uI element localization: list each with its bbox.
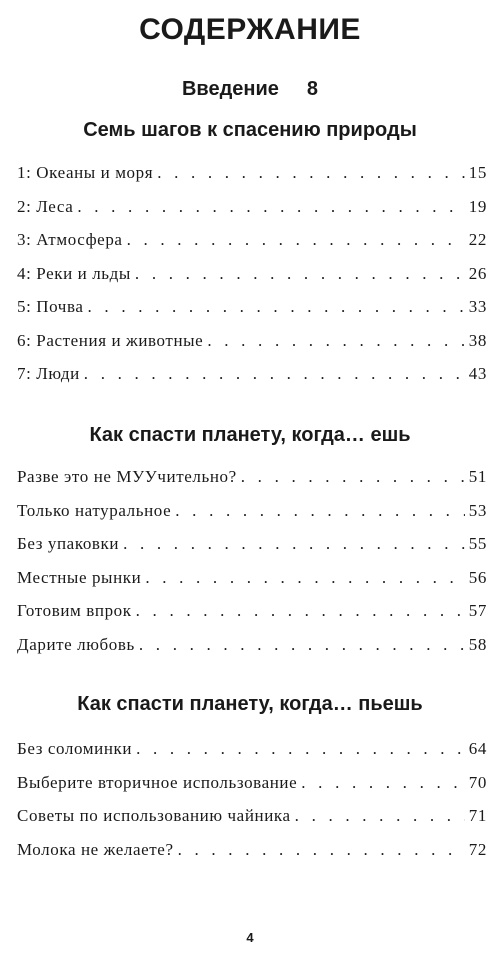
dot-leader xyxy=(145,567,464,589)
intro-page-number: 8 xyxy=(306,78,319,100)
toc-entry-label: Молока не желаете? xyxy=(17,839,174,859)
toc-entry xyxy=(17,296,487,330)
toc-entry xyxy=(17,634,487,668)
toc-entry-page: 70 xyxy=(468,772,487,792)
dot-leader xyxy=(84,363,465,385)
toc-entry-label: 2: Леса xyxy=(17,196,74,216)
dot-leader xyxy=(136,600,465,622)
dot-leader xyxy=(157,162,465,184)
dot-leader xyxy=(301,772,465,794)
toc-entry xyxy=(17,162,487,196)
toc-entry-page: 38 xyxy=(468,330,487,350)
toc-entry-page: 53 xyxy=(468,500,487,520)
toc-entry xyxy=(17,533,487,567)
toc-entry-label: Готовим впрок xyxy=(17,601,132,620)
toc-section-3 xyxy=(17,738,487,872)
dot-leader xyxy=(88,296,465,318)
toc-entry-page: 51 xyxy=(468,467,487,486)
toc-entry xyxy=(17,805,487,839)
toc-entry-page: 71 xyxy=(468,806,487,825)
toc-entry xyxy=(17,330,487,364)
toc-entry-label: Советы по использованию чайника xyxy=(17,806,291,825)
toc-entry-label: Без соломинки xyxy=(17,739,133,758)
dot-leader xyxy=(178,839,465,861)
toc-entry-label: Без упаковки xyxy=(17,534,120,553)
toc-section-1 xyxy=(17,162,487,397)
page-number: 4 xyxy=(246,930,254,945)
toc-entry-page: 57 xyxy=(468,601,487,620)
toc-entry-label: Выберите вторичное использование xyxy=(17,772,298,792)
toc-entry-label: Местные рынки xyxy=(17,567,142,587)
dot-leader xyxy=(175,500,465,522)
toc-entry-page: 22 xyxy=(468,230,487,249)
dot-leader xyxy=(139,634,465,656)
toc-entry-label: Разве это не МУУчительно? xyxy=(17,467,237,486)
dot-leader xyxy=(135,263,465,285)
toc-entry xyxy=(17,839,487,873)
dot-leader xyxy=(136,738,465,760)
dot-leader xyxy=(127,229,465,251)
toc-entry-label: Дарите любовь xyxy=(17,634,135,654)
toc-entry xyxy=(17,772,487,806)
toc-entry-label: Только натуральное xyxy=(17,500,172,520)
toc-entry-page: 64 xyxy=(468,739,487,758)
toc-entry xyxy=(17,196,487,230)
toc-entry xyxy=(17,263,487,297)
toc-entry-label: 5: Почва xyxy=(17,297,84,316)
toc-entry xyxy=(17,363,487,397)
dot-leader xyxy=(295,805,465,827)
toc-entry-page: 55 xyxy=(468,534,487,553)
toc-entry-page: 56 xyxy=(468,567,487,587)
section-heading: Как спасти планету, когда… ешь xyxy=(89,424,411,446)
toc-entry xyxy=(17,600,487,634)
toc-entry-page: 33 xyxy=(468,297,487,316)
section-heading: Как спасти планету, когда… пьешь xyxy=(77,693,423,715)
page-title: СОДЕРЖАНИЕ xyxy=(139,13,361,46)
dot-leader xyxy=(77,196,464,218)
toc-entry xyxy=(17,500,487,534)
toc-entry xyxy=(17,229,487,263)
toc-entry-label: 3: Атмосфера xyxy=(17,230,123,249)
toc-entry-page: 19 xyxy=(468,196,487,216)
dot-leader xyxy=(123,533,465,555)
intro-entry xyxy=(0,76,500,102)
toc-entry xyxy=(17,466,487,500)
dot-leader xyxy=(207,330,464,352)
toc-entry-page: 72 xyxy=(468,839,487,859)
toc-entry-label: 7: Люди xyxy=(17,364,80,383)
intro-label: Введение xyxy=(181,78,279,100)
toc-section-2 xyxy=(17,466,487,667)
toc-entry-label: 1: Океаны и моря xyxy=(17,163,154,182)
toc-entry-page: 58 xyxy=(468,634,487,654)
toc-entry xyxy=(17,738,487,772)
toc-entry-page: 43 xyxy=(468,364,487,383)
section-heading: Семь шагов к спасению природы xyxy=(83,119,417,141)
toc-entry-page: 26 xyxy=(468,263,487,283)
dot-leader xyxy=(241,466,465,488)
toc-entry-label: 6: Растения и животные xyxy=(17,330,204,350)
toc-entry-page: 15 xyxy=(468,163,487,182)
toc-entry-label: 4: Реки и льды xyxy=(17,263,131,283)
toc-entry xyxy=(17,567,487,601)
